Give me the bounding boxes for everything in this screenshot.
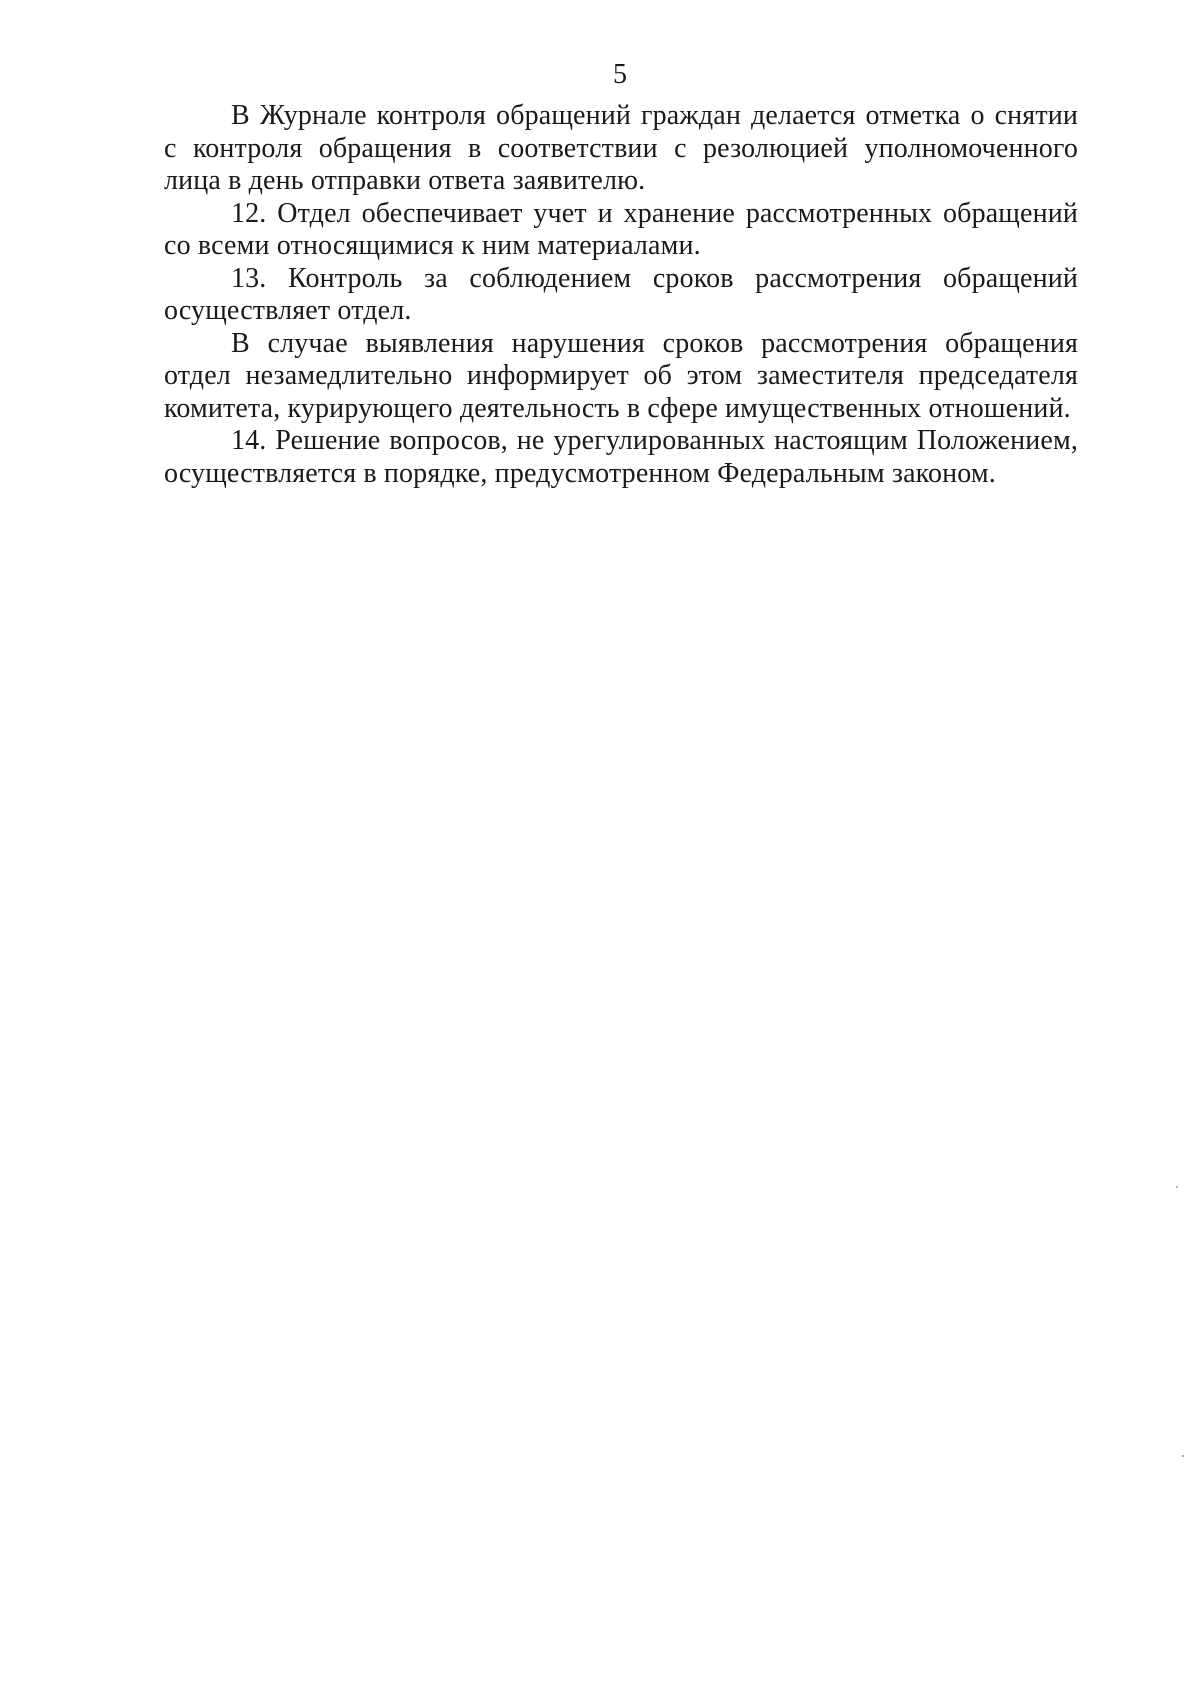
text-line: 14. Решение вопросов, не урегулированных настоящим Положением, (231, 425, 1078, 456)
text-line: с контроля обращения в соответствии с резолюцией уполномоченного (164, 132, 1078, 164)
document-body (164, 100, 1078, 490)
text-line: осуществляется в порядке, предусмотренном Федеральным законом. (164, 457, 996, 489)
text-line: осуществляет отдел. (164, 295, 412, 326)
paragraph-violation-notice (164, 328, 1078, 426)
page-number: 5 (613, 59, 627, 90)
text-line: со всеми относящимися к ним материалами. (164, 230, 701, 261)
scan-speck (1182, 1455, 1184, 1457)
text-line: В Журнале контроля обращений граждан делается отметка о снятии (231, 100, 1078, 131)
paragraph-journal-mark (164, 100, 1078, 198)
paragraph-item-12 (164, 198, 1078, 263)
paragraph-item-13 (164, 263, 1078, 328)
paragraph-item-14 (164, 425, 1078, 490)
text-line: 12. Отдел обеспечивает учет и хранение рассмотренных обращений (231, 197, 1078, 229)
text-line: 13. Контроль за соблюдением сроков рассмотрения обращений (231, 262, 1078, 294)
text-line: лица в день отправки ответа заявителю. (164, 165, 646, 196)
text-line: комитета, курирующего деятельность в сфере имущественных отношений. (164, 392, 1071, 424)
scan-speck (1176, 1186, 1178, 1188)
text-line: В случае выявления нарушения сроков рассмотрения обращения (231, 327, 1078, 359)
text-line: отдел незамедлительно информирует об этом заместителя председателя (164, 360, 1078, 391)
